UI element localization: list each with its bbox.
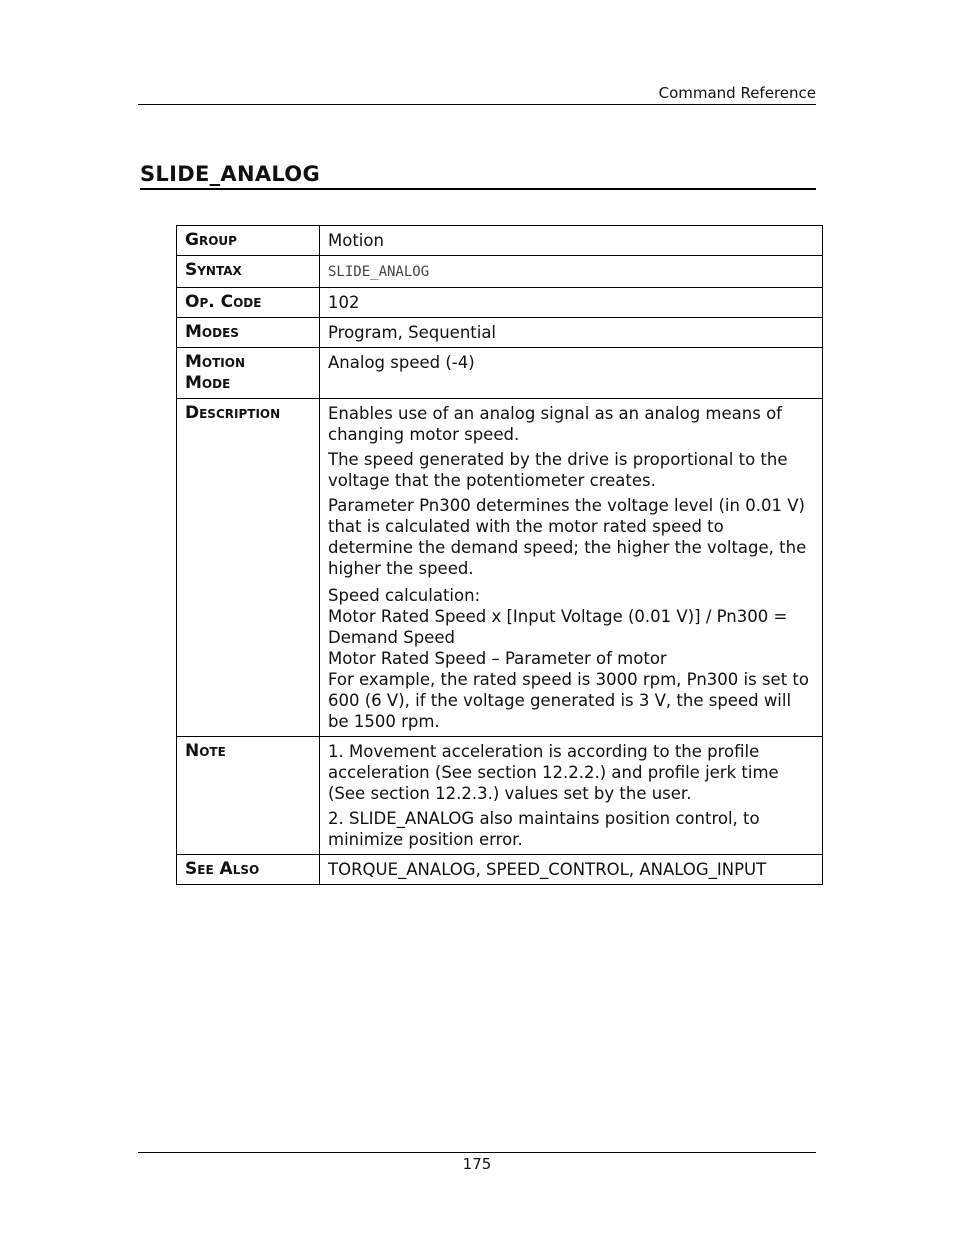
- description-value: [320, 399, 823, 737]
- description-label: Description: [177, 399, 320, 737]
- op-code-value: 102: [320, 288, 823, 318]
- calc-heading: Speed calculation:: [328, 586, 481, 605]
- note-item: 1. Movement acceleration is according to the profile acceleration (See section 12.2.2.) and profile jerk time (See section 12.2.3.) values set by the user.: [328, 742, 779, 803]
- table-row-syntax: [177, 256, 823, 288]
- group-label: Group: [177, 226, 320, 256]
- motion-mode-label-line2: Mode: [185, 373, 231, 393]
- table-row-group: [177, 226, 823, 256]
- speed-calculation: [328, 585, 812, 732]
- table-row-motion-mode: [177, 348, 823, 399]
- see-also-value: TORQUE_ANALOG, SPEED_CONTROL, ANALOG_INPUT: [320, 855, 823, 885]
- syntax-label: Syntax: [177, 256, 320, 288]
- footer-divider: [138, 1152, 816, 1153]
- motion-mode-label-line1: Motion: [185, 352, 246, 372]
- table-row-see-also: [177, 855, 823, 885]
- see-also-label: See Also: [177, 855, 320, 885]
- syntax-cell: [320, 256, 823, 288]
- modes-label: Modes: [177, 318, 320, 348]
- table-row-note: [177, 737, 823, 855]
- description-paragraph: The speed generated by the drive is proportional to the voltage that the potentiometer creates.: [328, 450, 788, 490]
- op-code-label: Op. Code: [177, 288, 320, 318]
- modes-value: Program, Sequential: [320, 318, 823, 348]
- calc-definition: Motor Rated Speed – Parameter of motor: [328, 649, 667, 668]
- note-item: 2. SLIDE_ANALOG also maintains position control, to minimize position error.: [328, 809, 760, 849]
- description-paragraph: Enables use of an analog signal as an analog means of changing motor speed.: [328, 404, 782, 444]
- note-value: [320, 737, 823, 855]
- motion-mode-label: [177, 348, 320, 399]
- command-table: [176, 225, 823, 885]
- section-title: SLIDE_ANALOG: [140, 160, 816, 190]
- running-header: Command Reference: [138, 82, 816, 105]
- calc-example: For example, the rated speed is 3000 rpm, Pn300 is set to 600 (6 V), if the voltage generated is 3 V, the speed will be 1500 rpm.: [328, 670, 809, 731]
- note-label: Note: [177, 737, 320, 855]
- table-row-op-code: [177, 288, 823, 318]
- motion-mode-value: Analog speed (-4): [320, 348, 823, 399]
- description-paragraph: Parameter Pn300 determines the voltage level (in 0.01 V) that is calculated with the motor rated speed to determine the demand speed; the higher the voltage, the higher the speed.: [328, 496, 807, 578]
- table-row-description: [177, 399, 823, 737]
- page-number: 175: [462, 1155, 492, 1173]
- syntax-value: SLIDE_ANALOG: [328, 264, 430, 280]
- group-value: Motion: [320, 226, 823, 256]
- calc-formula: Motor Rated Speed x [Input Voltage (0.01 V)] / Pn300 = Demand Speed: [328, 607, 788, 647]
- table-row-modes: [177, 318, 823, 348]
